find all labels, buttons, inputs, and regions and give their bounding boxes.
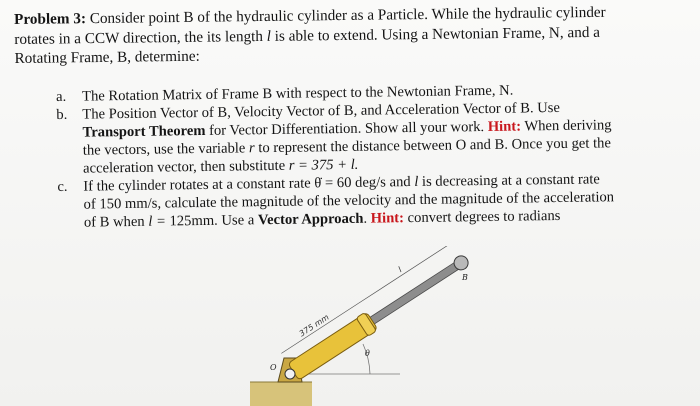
problem-statement [14,2,687,69]
dim-375-label: 375 mm [297,312,331,339]
hydraulic-cylinder-diagram [250,246,500,406]
question-c [57,169,688,232]
label-b: B [462,273,468,282]
hint-label: Hint: [487,118,522,135]
question-c-line-1a: If the cylinder rotates at a constant rate [83,175,315,195]
piston-rod [365,261,462,328]
transport-theorem-text: Transport Theorem [82,122,206,141]
question-c-marker: c. [57,178,68,195]
question-b-line-3b: to represent the distance between O and B. Once you get the [254,135,611,157]
intro-line-2: rotates in a CCW direction, the its length [14,27,267,48]
question-list [56,79,688,232]
theta-dot: θ̇ [314,175,322,192]
theta-label: θ [365,349,370,358]
question-c-line-3a: of B when [83,213,149,231]
question-c-line-1c: is decreasing at a constant rate [418,171,600,190]
var-l: l [414,173,419,191]
question-b-line-2: for Vector Differentiation. Show all your work. [205,118,488,139]
substitution-equation: r = 375 + l. [288,156,359,174]
cylinder-assembly [276,246,473,381]
question-b [56,97,687,178]
question-c-line-3d: convert degrees to radians [403,207,561,227]
length-equation: l = [148,213,170,230]
question-c-line-3b: 125mm. Use a [169,212,259,230]
pivot-o [285,369,295,379]
question-a-marker: a. [56,88,67,105]
intro-line-2b: is able to extend. Using a Newtonian Frame, N, and a [270,23,601,45]
hint-label-2: Hint: [370,210,405,227]
question-c-line-1b: = 60 deg/s and [321,174,415,192]
question-b-marker: b. [56,106,68,123]
question-b-line-4a: acceleration vector, then substitute [83,157,289,177]
var-r: r [248,140,255,157]
question-a-text: The Rotation Matrix of Frame B with respect to the Newtonian Frame, N. [82,82,514,105]
vector-approach-text: Vector Approach [257,210,364,229]
dim-l-label: l [396,265,404,275]
problem-label: Problem 3: [14,10,87,28]
intro-line-3: Rotating Frame, B, determine: [14,47,200,67]
question-b-line-1: The Position Vector of B, Velocity Vector of B, and Acceleration Vector of B. Use [82,99,561,123]
label-o: O [270,363,277,372]
question-b-line-2b: When deriving [520,117,612,135]
intro-line-1: Consider point B of the hydraulic cylinder as a Particle. While the hydraulic cylinder [85,3,606,28]
question-c-line-2: of 150 mm/s, calculate the magnitude of the velocity and the magnitude of the acceleration [83,189,615,213]
question-c-line-3c: . [363,210,371,227]
var-l: l [266,27,272,45]
question-b-line-3a: the vectors, use the variable [82,140,250,159]
ground-base [250,382,312,406]
